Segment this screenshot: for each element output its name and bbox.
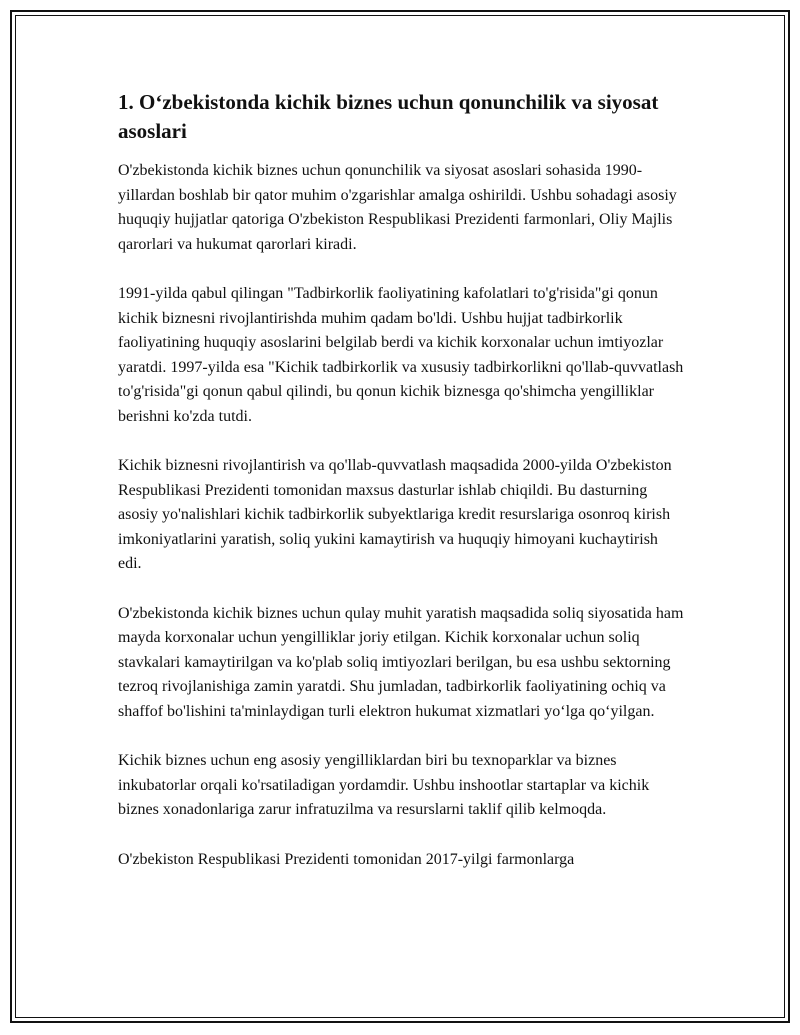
paragraph-2: 1991-yilda qabul qilingan "Tadbirkorlik faoliyatining kafolatlari to'g'risida"gi qonun kichik biznesni rivojlantirishda muhim qadam bo'ldi. Ushbu hujjat tadbirkorlik faoliyatining huquqiy asoslarini belgilab berdi va kichik korxonalar uchun imtiyozlar yaratdi. 1997-yilda esa "Kichik tadbirkorlik va xususiy tadbirkorlikni qo'llab-quvvatlash to'g'risida"gi qonun qabul qilindi, bu qonun kichik biznesga qo'shimcha yengilliklar berishni ko'zda tutdi. <box>118 285 684 425</box>
paragraph-4: O'zbekistonda kichik biznes uchun qulay muhit yaratish maqsadida soliq siyosatida ham mayda korxonalar uchun yengilliklar joriy etilgan. Kichik korxonalar uchun soliq stavkalari kamaytirilgan va ko'plab soliq imtiyozlari berilgan, bu esa ushbu sektorning tezroq rivojlanishiga zamin yaratdi. Shu jumladan, tadbirkorlik faoliyatining ochiq va shaffof bo'lishini ta'minlaydigan turli elektron hukumat xizmatlari yo‘lga qo‘yilgan. <box>118 604 684 720</box>
paragraph-6: O'zbekiston Respublikasi Prezidenti tomonidan 2017-yilgi farmonlarga <box>118 850 575 868</box>
document-body <box>118 88 684 897</box>
paragraph-3: Kichik biznesni rivojlantirish va qo'llab-quvvatlash maqsadida 2000-yilda O'zbekiston Respublikasi Prezidenti tomonidan maxsus dasturlar ishlab chiqildi. Bu dasturning asosiy yo'nalishlari kichik tadbirkorlik subyektlariga kredit resurslariga osonroq kirish imkoniyatlarini yaratish, soliq yukini kamaytirish va huquqiy himoyani kuchaytirish edi. <box>118 457 672 572</box>
paragraph-5: Kichik biznes uchun eng asosiy yengilliklardan biri bu texnoparklar va biznes inkubatorlar orqali ko'rsatiladigan yordamdir. Ushbu inshootlar startaplar va kichik biznes xonadonlariga zarur infratuzilma va resurslarni taklif qilib kelmoqda. <box>118 752 650 818</box>
section-heading: 1. O‘zbekistonda kichik biznes uchun qonunchilik va siyosat asoslari <box>118 90 659 143</box>
paragraph-1: O'zbekistonda kichik biznes uchun qonunchilik va siyosat asoslari sohasida 1990-yillardan boshlab bir qator muhim o'zgarishlar amalga oshirildi. Ushbu sohadagi asosiy huquqiy hujjatlar qatoriga O'zbekiston Respublikasi Prezidenti farmonlari, Oliy Majlis qarorlari va hukumat qarorlari kiradi. <box>118 162 677 253</box>
